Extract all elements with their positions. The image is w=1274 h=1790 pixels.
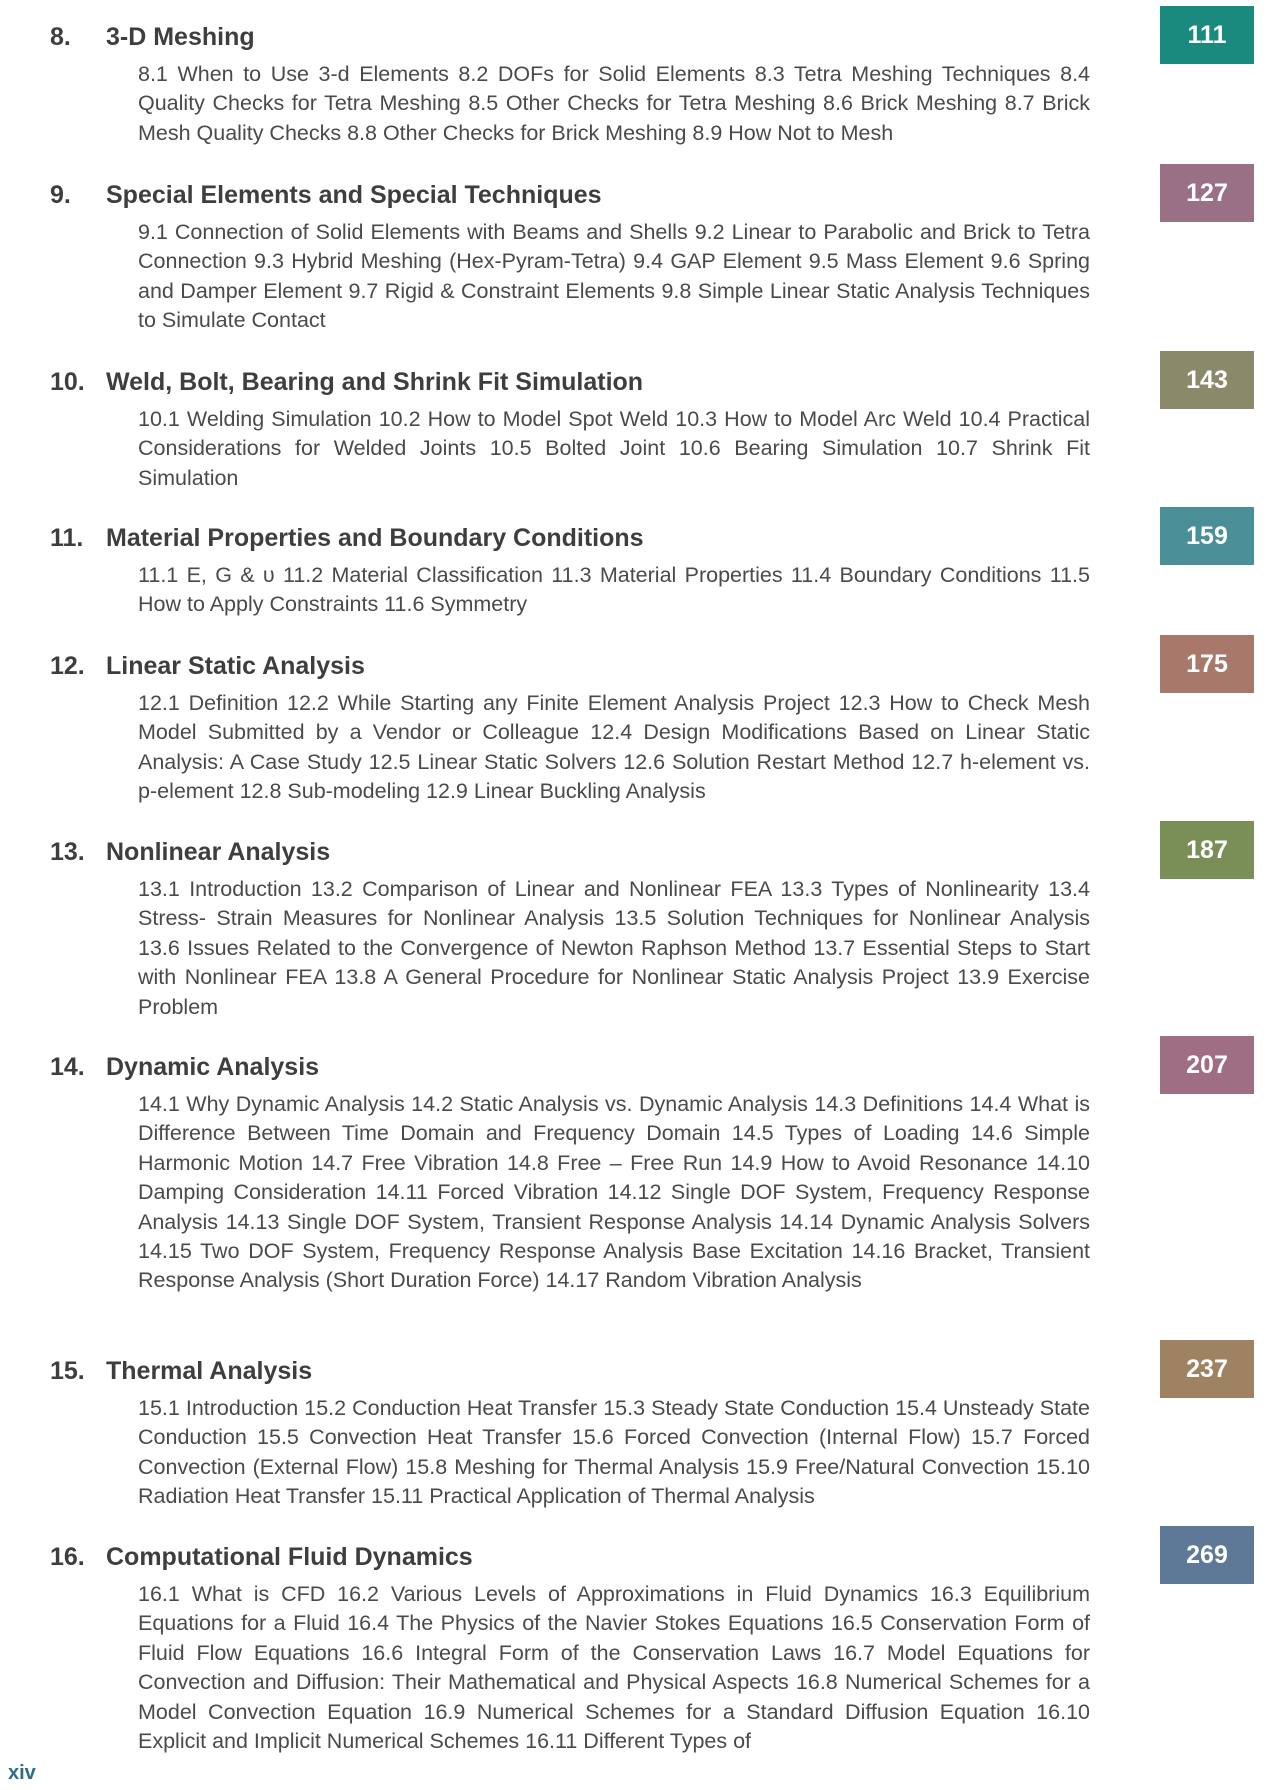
chapter-sections: 8.1 When to Use 3-d Elements 8.2 DOFs for Solid Elements 8.3 Tetra Meshing Techniques 8.4 Quality Checks for Tetra Meshing 8.5 Other Checks for Tetra Meshing 8.6 Brick Meshing 8.7 Brick Mesh Quality Checks 8.8 Other Checks for Brick Meshing 8.9 How Not to Mesh	[138, 62, 1090, 145]
chapter-number: 12.	[50, 652, 85, 680]
chapter-title: 3-D Meshing	[106, 23, 255, 51]
chapter-title: Nonlinear Analysis	[106, 838, 331, 866]
chapter-title: Special Elements and Special Techniques	[106, 181, 602, 209]
chapter-page-badge: 111	[1160, 6, 1254, 64]
chapter-title: Thermal Analysis	[106, 1357, 313, 1385]
chapter-number: 11.	[50, 524, 84, 552]
chapter-sections: 16.1 What is CFD 16.2 Various Levels of Approximations in Fluid Dynamics 16.3 Equilibrium Equations for a Fluid 16.4 The Physics of the Navier Stokes Equations 16.5 Conservation Form of Fluid Flow Equations 16.6 Integral Form of the Conservation Laws 16.7 Model Equations for Convection and Diffusion: Their Mathematical and Physical Aspects 16.8 Numerical Schemes for a Model Convection Equation 16.9 Numerical Schemes for a Standard Diffusion Equation 16.10 Explicit and Implicit Numerical Schemes 16.11 Different Types of	[138, 1582, 1090, 1754]
chapter-sections: 9.1 Connection of Solid Elements with Beams and Shells 9.2 Linear to Parabolic and Brick to Tetra Connection 9.3 Hybrid Meshing (Hex-Pyram-Tetra) 9.4 GAP Element 9.5 Mass Element 9.6 Spring and Damper Element 9.7 Rigid & Constraint Elements 9.8 Simple Linear Static Analysis Techniques to Simulate Contact	[138, 220, 1090, 333]
chapter-number: 14.	[50, 1053, 85, 1081]
chapter-number: 8.	[50, 23, 71, 51]
chapter-title: Dynamic Analysis	[106, 1053, 320, 1081]
chapter-title: Material Properties and Boundary Conditions	[106, 524, 644, 552]
chapter-sections: 12.1 Definition 12.2 While Starting any Finite Element Analysis Project 12.3 How to Check Mesh Model Submitted by a Vendor or Colleague 12.4 Design Modifications Based on Linear Static Analysis: A Case Study 12.5 Linear Static Solvers 12.6 Solution Restart Method 12.7 h-element vs. p-element 12.8 Sub-modeling 12.9 Linear Buckling Analysis	[138, 691, 1090, 804]
chapter-sections: 13.1 Introduction 13.2 Comparison of Linear and Nonlinear FEA 13.3 Types of Nonlinearity 13.4 Stress- Strain Measures for Nonlinear Analysis 13.5 Solution Techniques for Nonlinear Analysis 13.6 Issues Related to the Convergence of Newton Raphson Method 13.7 Essential Steps to Start with Nonlinear FEA 13.8 A General Procedure for Nonlinear Static Analysis Project 13.9 Exercise Problem	[138, 877, 1090, 1019]
chapter-page-badge: 187	[1160, 821, 1254, 879]
chapter-number: 13.	[50, 838, 85, 866]
chapter-number: 10.	[50, 368, 85, 396]
page-folio: xiv	[8, 1762, 36, 1784]
chapter-page-badge: 127	[1160, 164, 1254, 222]
chapter-title: Weld, Bolt, Bearing and Shrink Fit Simulation	[106, 368, 644, 396]
chapter-sections: 15.1 Introduction 15.2 Conduction Heat Transfer 15.3 Steady State Conduction 15.4 Unsteady State Conduction 15.5 Convection Heat Transfer 15.6 Forced Convection (Internal Flow) 15.7 Forced Convection (External Flow) 15.8 Meshing for Thermal Analysis 15.9 Free/Natural Convection 15.10 Radiation Heat Transfer 15.11 Practical Application of Thermal Analysis	[138, 1396, 1090, 1509]
chapter-page-badge: 269	[1160, 1526, 1254, 1584]
chapter-page-badge: 143	[1160, 351, 1254, 409]
chapter-title: Computational Fluid Dynamics	[106, 1543, 473, 1571]
chapter-sections: 14.1 Why Dynamic Analysis 14.2 Static Analysis vs. Dynamic Analysis 14.3 Definitions 14.4 What is Difference Between Time Domain and Frequency Domain 14.5 Types of Loading 14.6 Simple Harmonic Motion 14.7 Free Vibration 14.8 Free – Free Run 14.9 How to Avoid Resonance 14.10 Damping Consideration 14.11 Forced Vibration 14.12 Single DOF System, Frequency Response Analysis 14.13 Single DOF System, Transient Response Analysis 14.14 Dynamic Analysis Solvers 14.15 Two DOF System, Frequency Response Analysis Base Excitation 14.16 Bracket, Transient Response Analysis (Short Duration Force) 14.17 Random Vibration Analysis	[138, 1092, 1090, 1293]
chapter-number: 16.	[50, 1543, 85, 1571]
chapter-sections: 10.1 Welding Simulation 10.2 How to Model Spot Weld 10.3 How to Model Arc Weld 10.4 Practical Considerations for Welded Joints 10.5 Bolted Joint 10.6 Bearing Simulation 10.7 Shrink Fit Simulation	[138, 407, 1090, 490]
chapter-title: Linear Static Analysis	[106, 652, 365, 680]
chapter-page-badge: 237	[1160, 1340, 1254, 1398]
chapter-page-badge: 175	[1160, 635, 1254, 693]
chapter-page-badge: 159	[1160, 507, 1254, 565]
chapter-sections: 11.1 E, G & υ 11.2 Material Classification 11.3 Material Properties 11.4 Boundary Conditions 11.5 How to Apply Constraints 11.6 Symmetry	[138, 563, 1090, 617]
chapter-number: 15.	[50, 1357, 85, 1385]
chapter-page-badge: 207	[1160, 1036, 1254, 1094]
chapter-number: 9.	[50, 181, 71, 209]
